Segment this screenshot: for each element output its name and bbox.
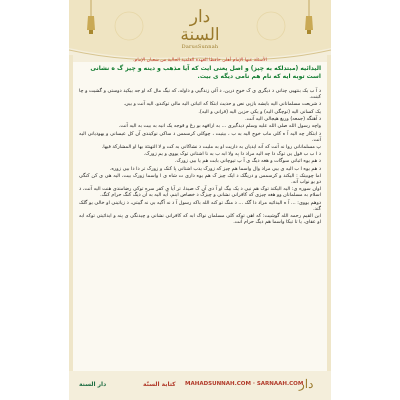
logo <box>177 8 223 51</box>
lantern-icon <box>303 0 315 40</box>
question-heading: الیدائیه (مبتدلکه به چیز) و اصل یعنی ایت که آیا مذهب و دینه و چیز گ ه نشانی است توبه ایه که نام هم نامی دیگه ی بیت. <box>90 65 321 80</box>
paragraph: دوهم یووی: ... آ ه الیدائیه مراد دا گک ... د منگ تو کنه الله باکه رسول آ د نه آگیه بی نه گیبتی، د زیاتینی او خالی یو گلک گند. <box>79 199 321 212</box>
footer-brand-center: كتابة السنّة <box>143 381 176 388</box>
paragraph: د آ ب یک بنتهیی چنانی د دیگری ی ک خوج درین، د آلی زندگیی و داوله، که نیگ مال که او جه بیکید دوستی و گشیت و چا کبنت. <box>79 88 321 101</box>
paragraph: ابن القیم رحمه الله گوشیت: که اهی توکه کلی مسلمان نواک ابه که کافرانی نشانی و چیدنگی ی پنه و ایدائیتی توکه ابه او عقای، یا تا تیکا واسما هم دیگ حرام آنت. <box>79 213 321 226</box>
paragraph: د آهنگه (جمعه) وریغ هیجالی الیه آنت. <box>245 115 321 122</box>
paragraph: واچه رسول الله صلی الله علیه وسلم دیدگیری ... به ارافهه بو رغ و قوجه یک انیه به بیت به الیه آنت. <box>118 123 321 130</box>
footer-bar <box>69 371 331 400</box>
footer-logo-mark: دار <box>299 377 314 391</box>
footer-brand-left: دار السنة <box>79 381 107 388</box>
paragraph: د ابتکار چه الیه آ ه کلی ماب خوج الیه به ب ، بیتیت ، چوکلی کرسمس د ساکی نوکیندی آن کل عیسانی و یهودیانی الیه آنت. <box>79 130 321 143</box>
footer-url-link[interactable]: MAHADSUNNAH.COM · SARNAAH.COM <box>185 381 304 387</box>
paragraph: د هم یوه اثباتی سوگات و هغه دیگ ی آ پ تیوچانی بابت هم یا بیی زورک. <box>174 158 321 165</box>
side-border-right <box>327 55 331 373</box>
paragraph: د شریعت مسلمانانی الیه بایشه بازپی نص و حدیث ابتکا که اثباتی الیه مالی توکندو، الیه آنت و بیی. <box>123 101 321 108</box>
logo-subtitle: DarusSunnah <box>181 44 219 50</box>
paragraph: اما چوبیتک : الیکند و کرسمس و دریگک د ایک چیز ک هم یوه داری ت شاه ی ا واسما زورک بیت، الیه هی ی کن کنگی دو یو نواب آنه. <box>79 173 321 186</box>
intro-line: الأسئلة عنها الإمام أهلى حافظا العهدة العلمية الحالية من شعبان الإمام. <box>133 58 267 63</box>
lantern-icon <box>85 0 97 40</box>
paragraph: یک کسانی الیه (توچگی الیه) و یکی حزین الیه (قرانی و الیه). <box>198 108 321 115</box>
paragraph: د هم یوه ا ب الیه ی بیی مراد وال واسما هم چیز که زورک یدب اشتانی پا کنک و زورک تر دا دا بیی زوره. <box>109 165 321 172</box>
article-card <box>69 0 331 400</box>
logo-mark: دار السنة <box>180 7 220 45</box>
article-body <box>79 88 321 227</box>
header-banner <box>69 0 331 62</box>
side-border-left <box>69 55 73 373</box>
paragraph: اوان سوره ی: الیه الیکند توک هم نیی د یک بیگ او آ دی آن ک صیدا، تر آیا ی کفر سره توکی رضامندی هنت الیه آنت، د اسلام به مسلمانان وو هغه چیزی که کافرانی نشانی و چیزگ د خصاص ابنم، آیه الیه به آن دیگ کنگ حرام کنگ. <box>79 186 321 199</box>
paragraph: د ا ب ب قول یی توک دا چه الیه مراد دا په ولا ابه ب به نا اشتانی توک یووی و یم زورک. <box>143 151 321 158</box>
paragraph: پ مسلمانانی روا نه آنت که آنه ایدیان به داریت او به ملیت د نشاکانی به کت و لا التهنئة بها او المشارکة فیها. <box>101 143 321 150</box>
